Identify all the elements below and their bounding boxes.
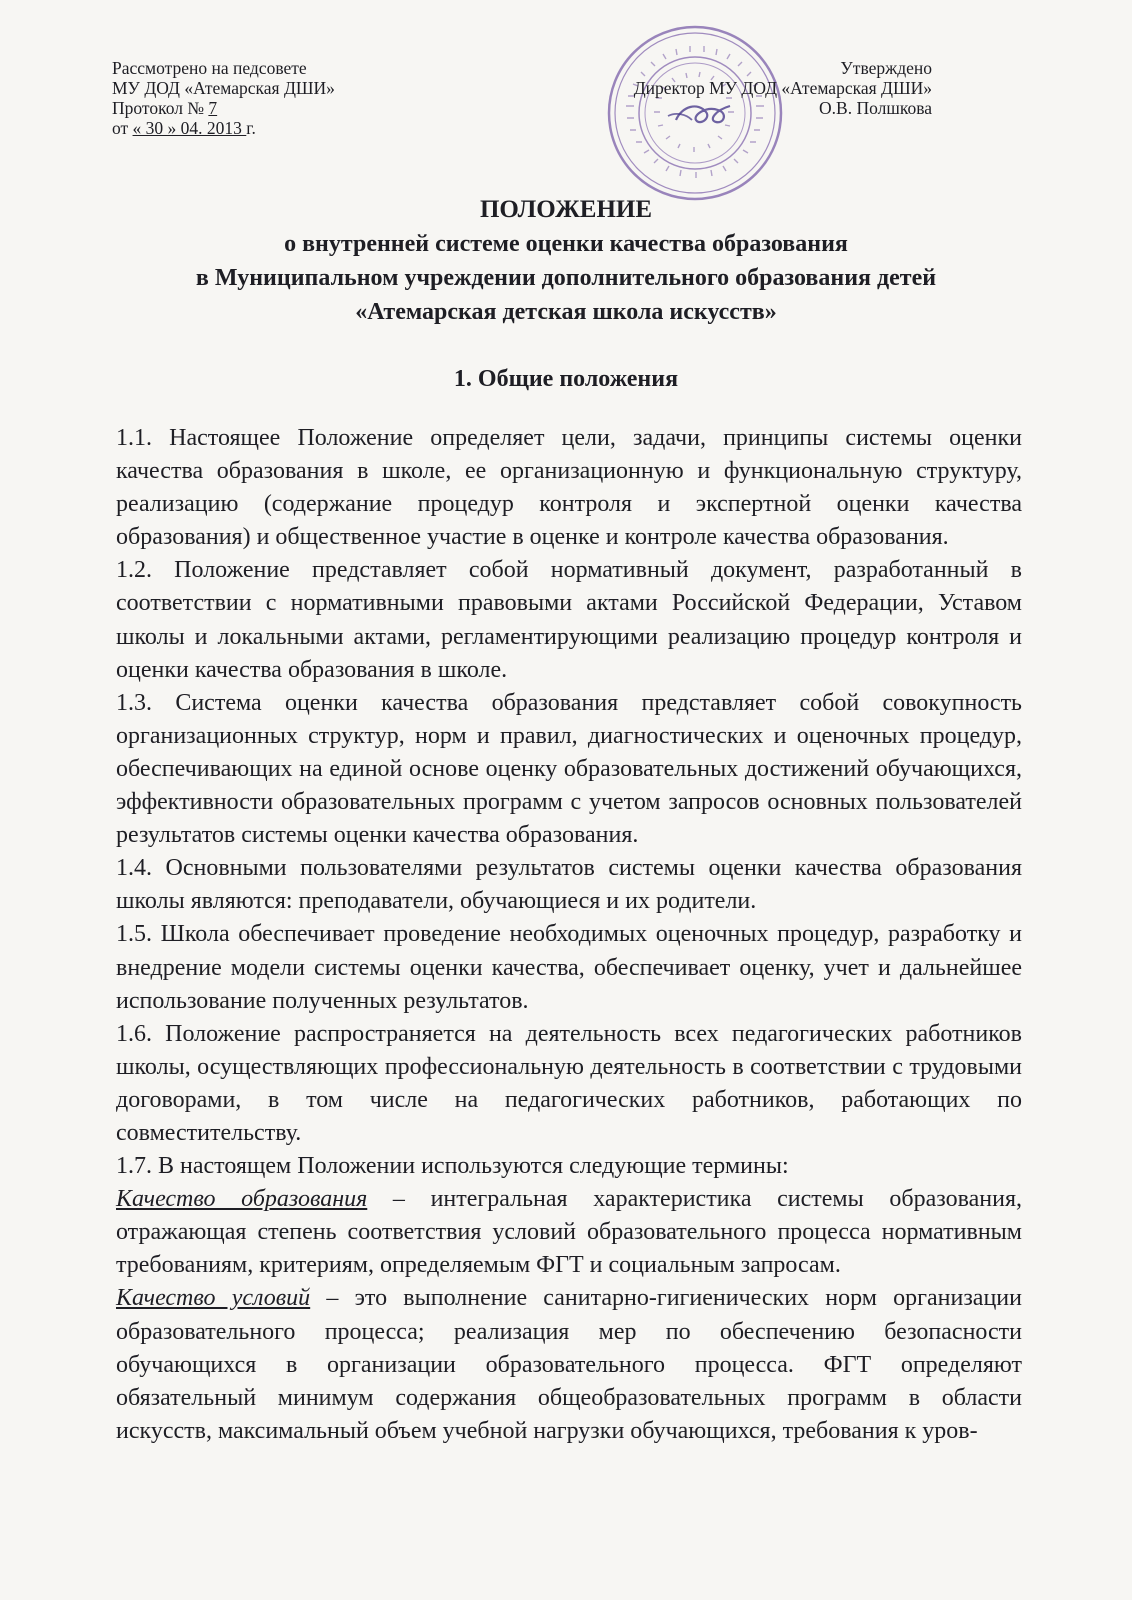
review-line: Рассмотрено на педсовете: [112, 58, 307, 78]
section-body: [116, 422, 1022, 1448]
paragraph-1-7: 1.7. В настоящем Положении используются следующие термины:: [116, 1153, 789, 1180]
date-value: « 30 » 04. 2013: [132, 118, 247, 138]
paragraph-1-6: 1.6. Положение распространяется на деятельность всех педагогических работников школы, осуществляющих профессиональную деятельность в соответствии с трудовыми договорами, в том числе на педагогических работников, работающих по совместительству.: [116, 1020, 1022, 1146]
title-line-3: в Муниципальном учреждении дополнительного образования детей: [195, 265, 937, 291]
paragraph-1-1: 1.1. Настоящее Положение определяет цели, задачи, принципы системы оценки качества образования в школе, ее организационную и функциональную структуру, реализацию (содержание процедур контроля и экспертной оценки качества образования) и общественное участие в оценке и контроле качества образования.: [116, 425, 1022, 551]
date-suffix: г.: [246, 118, 256, 138]
term-quality-conditions: Качество условий: [116, 1285, 311, 1312]
date-line: [112, 118, 335, 138]
protocol-line: [112, 98, 335, 118]
title-line-2: о внутренней системе оценки качества образования: [284, 231, 848, 257]
paragraph-1-4: 1.4. Основными пользователями результатов системы оценки качества образования школы являются: преподаватели, обучающиеся и их родители.: [116, 855, 1022, 915]
term-quality-conditions-definition: – это выполнение санитарно-гигиенических норм организации образовательного процесса; реализация мер по обеспечению безопасности обучающихся в организации образовательного процесса. ФГТ определяют обязательный минимум содержания общеобразовательных программ в области искусств, максимальный объем учебной нагрузки обучающихся, требования к уров-: [116, 1285, 1022, 1444]
director-title: Директор МУ ДОД «Атемарская ДШИ»: [633, 78, 932, 98]
paragraph-1-2: 1.2. Положение представляет собой нормативный документ, разработанный в соответствии с нормативными правовыми актами Российской Федерации, Уставом школы и локальными актами, регламентирующими реализацию процедур контроля и оценки качества образования в школе.: [116, 557, 1022, 683]
term-definition-2: [116, 1282, 1022, 1447]
protocol-label: Протокол №: [112, 98, 209, 118]
term-quality-education-definition: – интегральная характеристика системы образования, отражающая степень соответствия условий образовательного процесса нормативным требованиям, критериям, определяемым ФГТ и социальным запросам.: [116, 1186, 1022, 1279]
protocol-number: 7: [208, 98, 218, 118]
document-title: [0, 193, 1132, 329]
approved-label: Утверждено: [840, 58, 932, 78]
paragraph-1-3: 1.3. Система оценки качества образования представляет собой совокупность организационных структур, норм и правил, диагностических и оценочных процедур, обеспечивающих на единой основе оценку образовательных достижений обучающихся, эффективности образовательных программ с учетом запросов основных пользователей результатов системы оценки качества образования.: [116, 689, 1022, 849]
director-name-line: [634, 98, 932, 118]
term-definition-1: [116, 1183, 1022, 1282]
title-line-1: ПОЛОЖЕНИЕ: [479, 196, 653, 223]
term-quality-education: Качество образования: [116, 1186, 368, 1213]
section-heading: 1. Общие положения: [453, 366, 679, 392]
date-prefix: от: [112, 118, 133, 138]
review-block: [112, 58, 335, 138]
director-name: О.В. Полшкова: [819, 98, 932, 118]
title-line-4: «Атемарская детская школа искусств»: [355, 299, 777, 325]
paragraph-1-5: 1.5. Школа обеспечивает проведение необходимых оценочных процедур, разработку и внедрение модели системы оценки качества, обеспечивает оценку, учет и дальнейшее использование полученных результатов.: [116, 921, 1022, 1014]
approval-block: [634, 58, 932, 118]
school-name: МУ ДОД «Атемарская ДШИ»: [112, 78, 335, 98]
